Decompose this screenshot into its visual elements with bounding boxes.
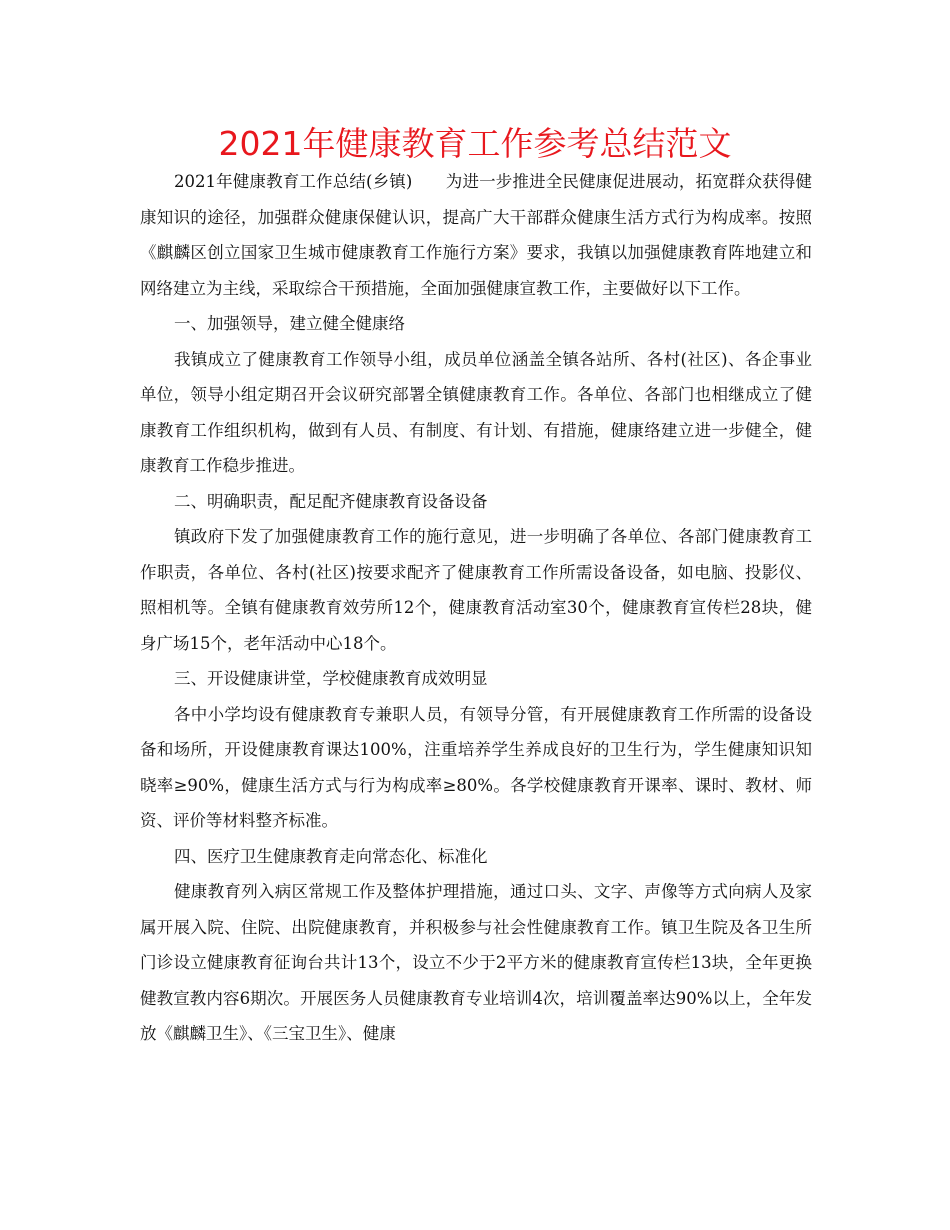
section-3-paragraph: 各中小学均设有健康教育专兼职人员，有领导分管，有开展健康教育工作所需的设备设备和场所，开设健康教育课达100%，注重培养学生养成良好的卫生行为，学生健康知识知晓率≥90%，健康生活方式与行为构成率≥80%。各学校健康教育开课率、课时、教材、师资、评价等材料整齐标准。	[140, 704, 812, 830]
section-1-paragraph: 我镇成立了健康教育工作领导小组，成员单位涵盖全镇各站所、各村(社区)、各企事业单位，领导小组定期召开会议研究部署全镇健康教育工作。各单位、各部门也相继成立了健康教育工作组织机构，做到有人员、有制度、有计划、有措施，健康络建立进一步健全，健康教育工作稳步推进。	[140, 349, 812, 475]
intro-paragraph: 2021年健康教育工作总结(乡镇) 为进一步推进全民健康促进展动，拓宽群众获得健康知识的途径，加强群众健康保健认识，提高广大干部群众健康生活方式行为构成率。按照《麒麟区创立国家卫生城市健康教育工作施行方案》要求，我镇以加强健康教育阵地建立和网络建立为主线，采取综合干预措施，全面加强健康宣教工作，主要做好以下工作。	[140, 172, 812, 298]
section-heading-2: 二、明确职责，配足配齐健康教育设备设备	[174, 491, 488, 511]
section-heading-3: 三、开设健康讲堂，学校健康教育成效明显	[174, 669, 488, 688]
section-4-paragraph: 健康教育列入病区常规工作及整体护理措施，通过口头、文字、声像等方式向病人及家属开展入院、住院、出院健康教育，并积极参与社会性健康教育工作。镇卫生院及各卫生所门诊设立健康教育征询台共计13个，设立不少于2平方米的健康教育宣传栏13块，全年更换健教宣教内容6期次。开展医务人员健康教育专业培训4次，培训覆盖率达90%以上，全年发放《麒麟卫生》、《三宝卫生》、健康	[140, 882, 812, 1043]
page-title: 2021年健康教育工作参考总结范文	[218, 124, 732, 163]
section-2-paragraph: 镇政府下发了加强健康教育工作的施行意见，进一步明确了各单位、各部门健康教育工作职责，各单位、各村(社区)按要求配齐了健康教育工作所需设备设备，如电脑、投影仪、照相机等。全镇有健康教育效劳所12个，健康教育活动室30个，健康教育宣传栏28块，健身广场15个，老年活动中心18个。	[140, 527, 812, 653]
section-heading-1: 一、加强领导，建立健全健康络	[174, 314, 405, 333]
document-body	[140, 164, 812, 1052]
section-heading-4: 四、医疗卫生健康教育走向常态化、标准化	[174, 846, 488, 866]
